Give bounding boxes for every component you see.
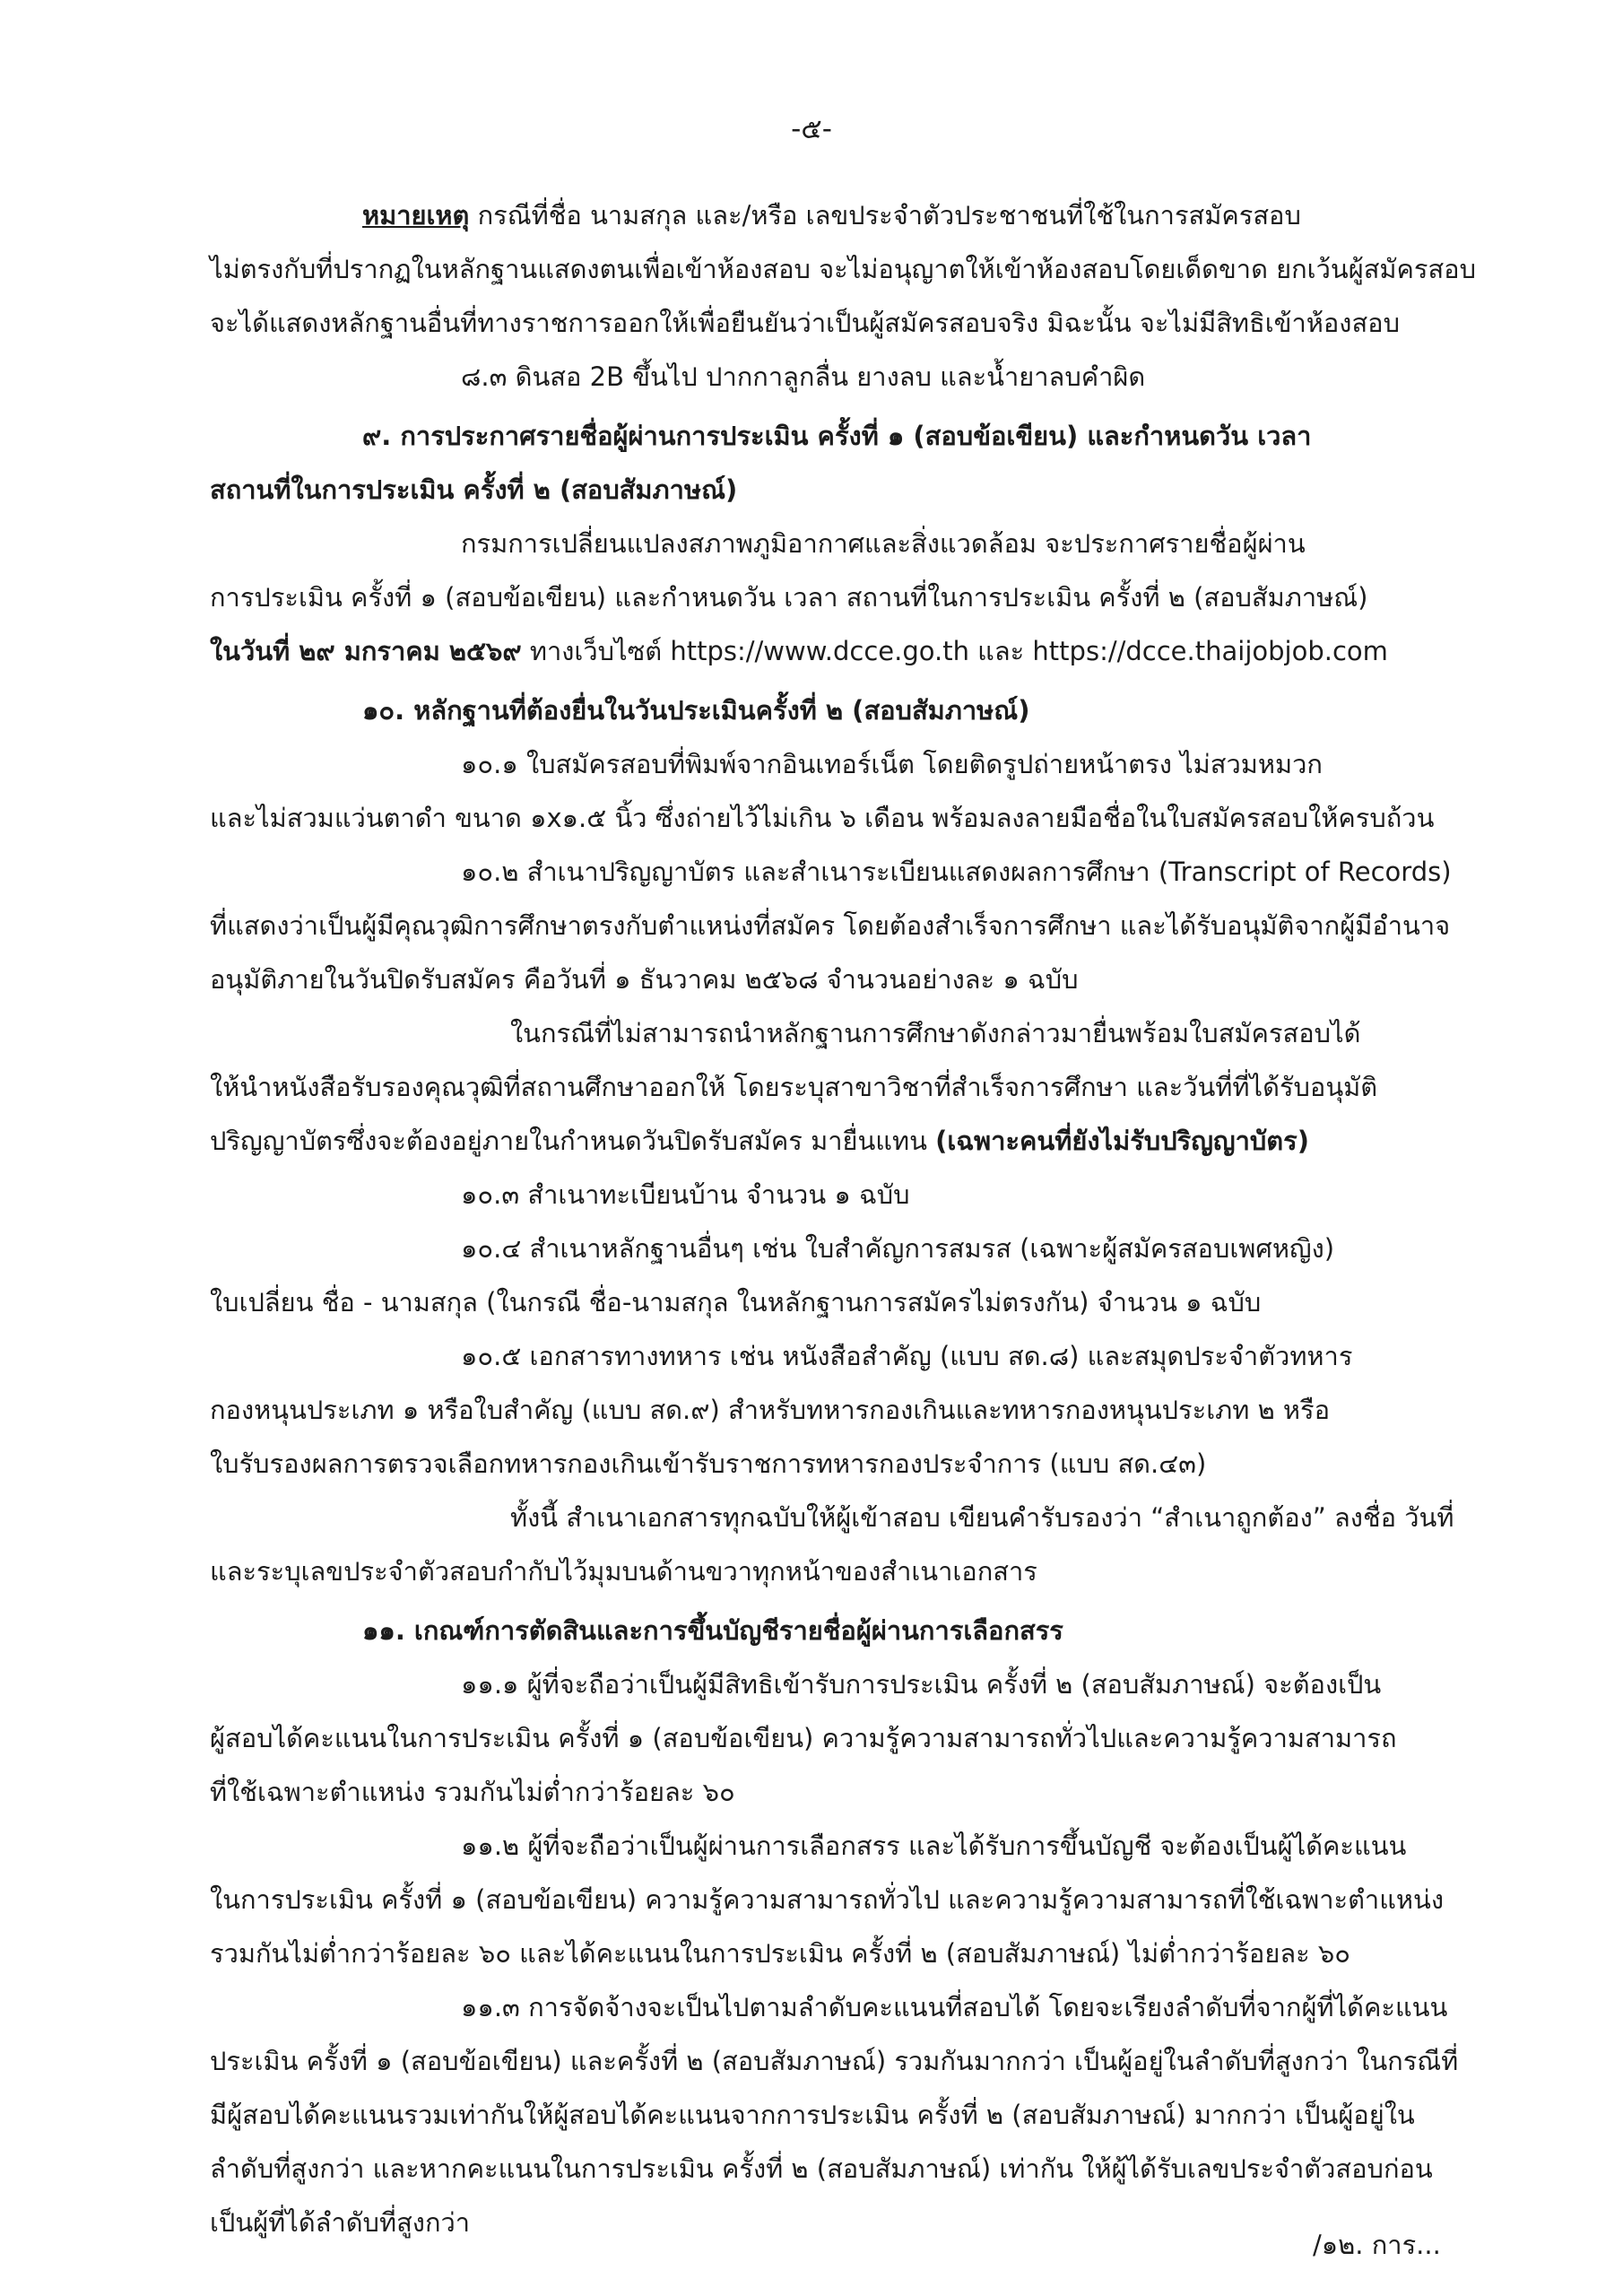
item-11-2-line-2: ในการประเมิน ครั้งที่ ๑ (สอบข้อเขียน) ความรู้ความสามารถทั่วไป และความรู้ความสามารถที่ใช้เฉพาะตำแหน่ง <box>210 1884 1444 1915</box>
item-10-2-line-4: ในกรณีที่ไม่สามารถนำหลักฐานการศึกษาดังกล่าวมายื่นพร้อมใบสมัครสอบได้ <box>510 1018 1361 1048</box>
item-10-1-line-2: และไม่สวมแว่นตาดำ ขนาด ๑x๑.๕ นิ้ว ซึ่งถ่ายไว้ไม่เกิน ๖ เดือน พร้อมลงลายมือชื่อในใบสมัครสอบให้ครบถ้วน <box>210 803 1435 833</box>
section9-paragraph-line-2: การประเมิน ครั้งที่ ๑ (สอบข้อเขียน) และกำหนดวัน เวลา สถานที่ในการประเมิน ครั้งที่ ๒ (สอบสัมภาษณ์) <box>210 582 1368 613</box>
section10-heading: ๑๐. หลักฐานที่ต้องยื่นในวันประเมินครั้งที่ ๒ (สอบสัมภาษณ์) <box>362 695 1030 726</box>
item-10-5-line-1: ๑๐.๕ เอกสารทางทหาร เช่น หนังสือสำคัญ (แบบ สด.๘) และสมุดประจำตัวทหาร <box>461 1341 1353 1371</box>
next-page-reference: /๑๒. การ... <box>1313 2230 1441 2260</box>
item-11-3-line-2: ประเมิน ครั้งที่ ๑ (สอบข้อเขียน) และครั้งที่ ๒ (สอบสัมภาษณ์) รวมกันมากกว่า เป็นผู้อยู่ในลำดับที่สูงกว่า ในกรณีที่ <box>210 2046 1459 2076</box>
not-yet-graduated-note: (เฉพาะคนที่ยังไม่รับปริญญาบัตร) <box>935 1126 1309 1156</box>
item-10-3: ๑๐.๓ สำเนาทะเบียนบ้าน จำนวน ๑ ฉบับ <box>461 1179 910 1210</box>
item-8-3: ๘.๓ ดินสอ 2B ขึ้นไป ปากกาลูกลื่น ยางลบ และน้ำยาลบคำผิด <box>461 361 1146 392</box>
item-11-1-line-3: ที่ใช้เฉพาะตำแหน่ง รวมกันไม่ต่ำกว่าร้อยละ ๖๐ <box>210 1777 735 1807</box>
item-10-4-line-1: ๑๐.๔ สำเนาหลักฐานอื่นๆ เช่น ใบสำคัญการสมรส (เฉพาะผู้สมัครสอบเพศหญิง) <box>461 1233 1335 1264</box>
section9-heading-line-1: ๙. การประกาศรายชื่อผู้ผ่านการประเมิน ครั้งที่ ๑ (สอบข้อเขียน) และกำหนดวัน เวลา <box>362 421 1312 451</box>
item-10-2-line-5: ให้นำหนังสือรับรองคุณวุฒิที่สถานศึกษาออกให้ โดยระบุสาขาวิชาที่สำเร็จการศึกษา และวันที่ที่ได้รับอนุมัติ <box>210 1072 1378 1102</box>
item-11-3-line-4: ลำดับที่สูงกว่า และหากคะแนนในการประเมิน ครั้งที่ ๒ (สอบสัมภาษณ์) เท่ากัน ให้ผู้ได้รับเลขประจำตัวสอบก่อน <box>210 2153 1433 2184</box>
item-11-3-line-5: เป็นผู้ที่ได้ลำดับที่สูงกว่า <box>210 2207 471 2238</box>
section9-paragraph-line-3 <box>210 624 1458 678</box>
item-11-1-line-2: ผู้สอบได้คะแนนในการประเมิน ครั้งที่ ๑ (สอบข้อเขียน) ความรู้ความสามารถทั่วไปและความรู้ความสามารถ <box>210 1723 1397 1753</box>
document-body <box>210 188 1477 2249</box>
item-11-2-line-3: รวมกันไม่ต่ำกว่าร้อยละ ๖๐ และได้คะแนนในการประเมิน ครั้งที่ ๒ (สอบสัมภาษณ์) ไม่ต่ำกว่าร้อยละ ๖๐ <box>210 1938 1351 1969</box>
item-10-5-line-3: ใบรับรองผลการตรวจเลือกทหารกองเกินเข้ารับราชการทหารกองประจำการ (แบบ สด.๔๓) <box>210 1448 1207 1479</box>
item-10-2-line-3: อนุมัติภายในวันปิดรับสมัคร คือวันที่ ๑ ธันวาคม ๒๕๖๘ จำนวนอย่างละ ๑ ฉบับ <box>210 964 1079 995</box>
item-10-5-line-2: กองหนุนประเภท ๑ หรือใบสำคัญ (แบบ สด.๙) สำหรับทหารกองเกินและทหารกองหนุนประเภท ๒ หรือ <box>210 1395 1331 1425</box>
item-11-2-line-1: ๑๑.๒ ผู้ที่จะถือว่าเป็นผู้ผ่านการเลือกสรร และได้รับการขึ้นบัญชี จะต้องเป็นผู้ได้คะแนน <box>461 1831 1407 1861</box>
certification-line-2: และระบุเลขประจำตัวสอบกำกับไว้มุมบนด้านขวาทุกหน้าของสำเนาเอกสาร <box>210 1556 1037 1587</box>
section11-heading: ๑๑. เกณฑ์การตัดสินและการขึ้นบัญชีรายชื่อผู้ผ่านการเลือกสรร <box>362 1615 1063 1646</box>
announcement-websites: ทางเว็บไซต์ https://www.dcce.go.th และ https://dcce.thaijobjob.com <box>521 636 1388 666</box>
note-line-3: จะได้แสดงหลักฐานอื่นที่ทางราชการออกให้เพื่อยืนยันว่าเป็นผู้สมัครสอบจริง มิฉะนั้น จะไม่มีสิทธิเข้าห้องสอบ <box>210 308 1400 338</box>
note-line-2: ไม่ตรงกับที่ปรากฏในหลักฐานแสดงตนเพื่อเข้าห้องสอบ จะไม่อนุญาตให้เข้าห้องสอบโดยเด็ดขาด ยกเว้นผู้สมัครสอบ <box>210 254 1477 284</box>
note-line-1: หมายเหตุ กรณีที่ชื่อ นามสกุล และ/หรือ เลขประจำตัวประชาชนที่ใช้ในการสมัครสอบ <box>362 200 1301 230</box>
item-10-4-line-2: ใบเปลี่ยน ชื่อ - นามสกุล (ในกรณี ชื่อ-นามสกุล ในหลักฐานการสมัครไม่ตรงกัน) จำนวน ๑ ฉบับ <box>210 1287 1262 1318</box>
item-10-2-line-6: ปริญญาบัตรซึ่งจะต้องอยู่ภายในกำหนดวันปิดรับสมัคร มายื่นแทน (เฉพาะคนที่ยังไม่รับปริญญาบัตร) <box>210 1126 1309 1156</box>
note-label: หมายเหตุ <box>362 200 470 230</box>
item-11-3-line-3: มีผู้สอบได้คะแนนรวมเท่ากันให้ผู้สอบได้คะแนนจากการประเมิน ครั้งที่ ๒ (สอบสัมภาษณ์) มากกว่า เป็นผู้อยู่ใน <box>210 2100 1415 2130</box>
section9-paragraph-line-1: กรมการเปลี่ยนแปลงสภาพภูมิอากาศและสิ่งแวดล้อม จะประกาศรายชื่อผู้ผ่าน <box>461 528 1306 559</box>
item-10-1-line-1: ๑๐.๑ ใบสมัครสอบที่พิมพ์จากอินเทอร์เน็ต โดยติดรูปถ่ายหน้าตรง ไม่สวมหมวก <box>461 749 1323 779</box>
certification-line-1: ทั้งนี้ สำเนาเอกสารทุกฉบับให้ผู้เข้าสอบ เขียนคำรับรองว่า “สำเนาถูกต้อง” ลงชื่อ วันที่ <box>510 1502 1454 1533</box>
section9-heading-line-2: สถานที่ในการประเมิน ครั้งที่ ๒ (สอบสัมภาษณ์) <box>210 474 738 505</box>
item-10-2-line-2: ที่แสดงว่าเป็นผู้มีคุณวุฒิการศึกษาตรงกับตำแหน่งที่สมัคร โดยต้องสำเร็จการศึกษา และได้รับอนุมัติจากผู้มีอำนาจ <box>210 910 1451 941</box>
page-number: -๕- <box>791 113 832 145</box>
item-10-2-line-1: ๑๐.๒ สำเนาปริญญาบัตร และสำเนาระเบียนแสดงผลการศึกษา (Transcript of Records) <box>461 857 1452 887</box>
item-11-3-line-1: ๑๑.๓ การจัดจ้างจะเป็นไปตามลำดับคะแนนที่สอบได้ โดยจะเรียงลำดับที่จากผู้ที่ได้คะแนน <box>461 1992 1448 2022</box>
item-11-1-line-1: ๑๑.๑ ผู้ที่จะถือว่าเป็นผู้มีสิทธิเข้ารับการประเมิน ครั้งที่ ๒ (สอบสัมภาษณ์) จะต้องเป็น <box>461 1669 1382 1700</box>
announcement-date: ในวันที่ ๒๙ มกราคม ๒๕๖๙ <box>210 636 522 666</box>
